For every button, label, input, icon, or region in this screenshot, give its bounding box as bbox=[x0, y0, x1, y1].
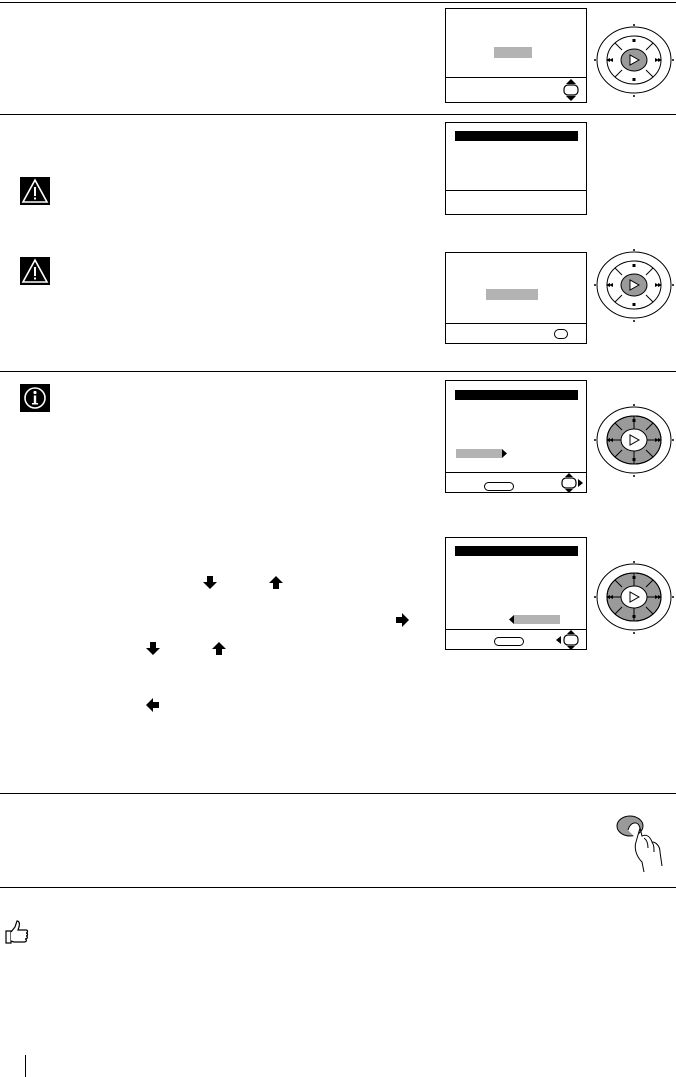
remote-joystick-icon bbox=[594, 22, 674, 100]
tv-screen-1 bbox=[445, 8, 587, 103]
left-up-down-icon bbox=[556, 630, 580, 650]
screen-footer-divider bbox=[446, 77, 586, 78]
tv-screen-2 bbox=[445, 122, 587, 215]
menu-title-bar bbox=[455, 131, 578, 141]
section-divider-3 bbox=[0, 793, 676, 794]
thumbs-up-icon bbox=[4, 919, 30, 945]
warning-triangle-icon bbox=[20, 257, 50, 285]
arrow-up-icon bbox=[269, 576, 283, 589]
arrow-right-icon bbox=[396, 613, 409, 627]
section-divider-1 bbox=[0, 114, 676, 115]
menu-selected-item bbox=[456, 449, 502, 458]
section-divider-2 bbox=[0, 371, 676, 372]
arrow-left-icon bbox=[146, 698, 159, 712]
menu-value-slider bbox=[514, 615, 560, 624]
page-edge-mark bbox=[25, 1055, 26, 1077]
ok-button-icon bbox=[494, 637, 524, 646]
menu-highlight bbox=[494, 47, 532, 58]
remote-joystick-icon bbox=[594, 402, 674, 480]
up-down-ok-icon bbox=[562, 79, 580, 101]
arrow-down-icon bbox=[203, 576, 217, 589]
ok-button-icon bbox=[554, 329, 568, 339]
tv-screen-3 bbox=[445, 252, 587, 344]
menu-highlight bbox=[486, 289, 538, 300]
arrow-down-icon bbox=[146, 642, 160, 655]
remote-joystick-icon bbox=[594, 559, 674, 637]
up-down-right-icon bbox=[560, 473, 584, 493]
tv-screen-5 bbox=[445, 537, 587, 650]
tv-screen-4 bbox=[445, 380, 587, 493]
arrow-up-icon bbox=[212, 642, 226, 655]
screen-footer-divider bbox=[446, 323, 586, 324]
menu-title-bar bbox=[455, 390, 578, 400]
ok-button-icon bbox=[484, 482, 514, 491]
warning-triangle-icon bbox=[20, 177, 50, 205]
arrow-right-icon bbox=[502, 449, 507, 458]
section-divider-top bbox=[0, 2, 676, 3]
info-icon bbox=[20, 384, 50, 412]
hand-press-button-icon bbox=[614, 812, 670, 874]
section-divider-4 bbox=[0, 887, 676, 888]
menu-title-bar bbox=[455, 546, 578, 556]
remote-joystick-icon bbox=[594, 247, 674, 325]
screen-footer-divider bbox=[446, 190, 586, 191]
